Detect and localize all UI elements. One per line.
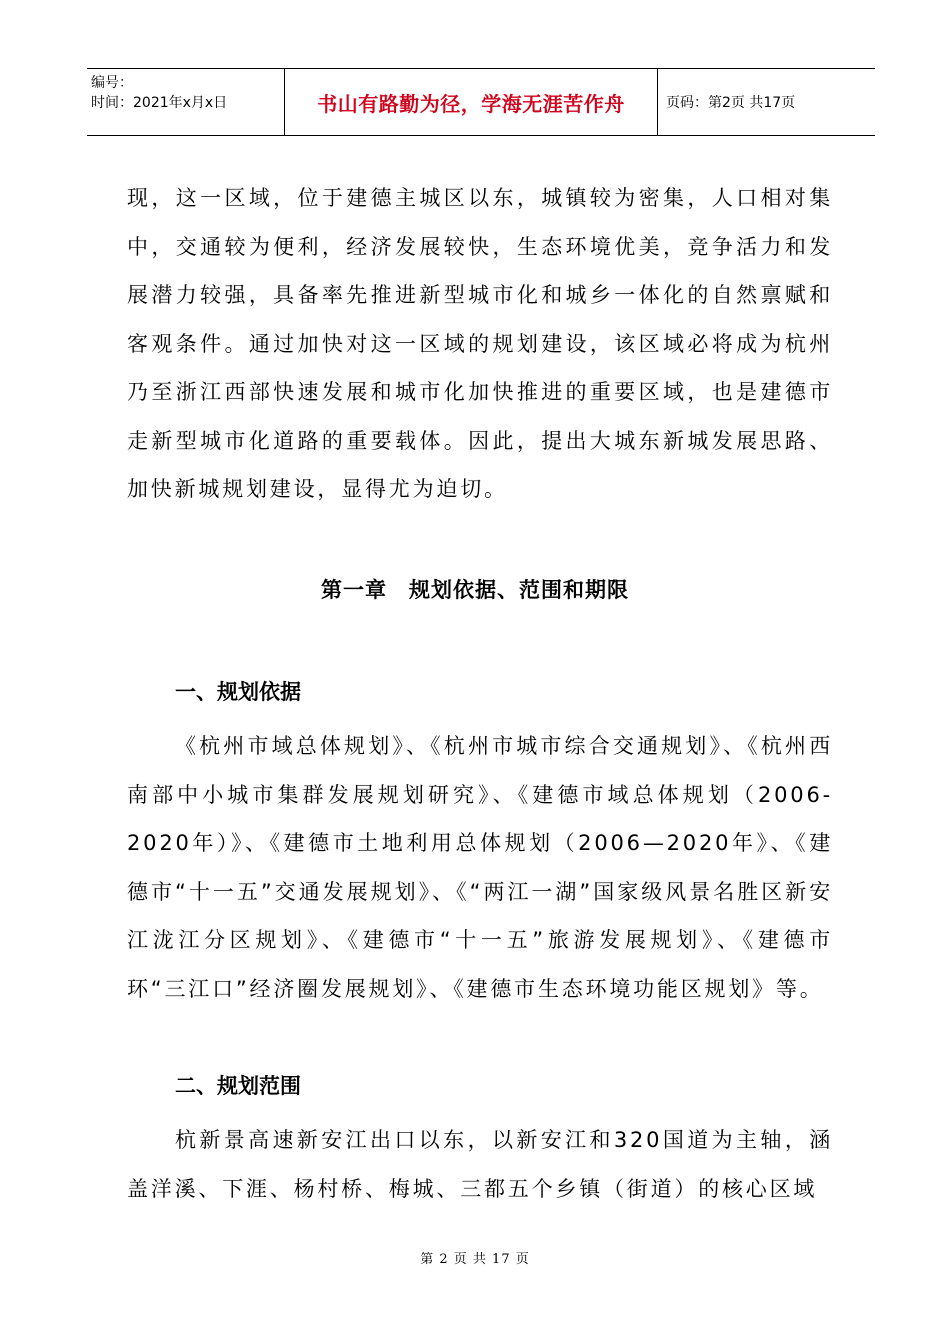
header-page-info: 页码：第2页 共17页 (666, 95, 796, 111)
header-motto-cell (285, 69, 658, 135)
basis-paragraph: 《杭州市域总体规划》、《杭州市城市综合交通规划》、《杭州西南部中小城市集群发展规划研究》、《建德市域总体规划（2006-2020年）》、《建德市土地利用总体规划（2006—2020年》、《建德市“十一五”交通发展规划》、《“两江一湖”国家级风景名胜区新安江泷江分区规划》、《建德市“十一五”旅游发展规划》、《建德市环“三江口”经济圈发展规划》、《建德市生态环境功能区规划》等。 (127, 734, 833, 1001)
page-header (87, 68, 875, 136)
basis-section (127, 722, 833, 1013)
header-page-cell (658, 69, 875, 135)
intro-section (127, 174, 833, 514)
scope-paragraph: 杭新景高速新安江出口以东，以新安江和320国道为主轴，涵盖洋溪、下涯、杨村桥、梅城、三都五个乡镇（街道）的核心区域 (127, 1128, 833, 1201)
page-footer: 第 2 页 共 17 页 (420, 1252, 530, 1267)
chapter-title: 第一章 规划依据、范围和期限 (321, 578, 629, 602)
header-meta-cell (87, 69, 285, 135)
header-motto: 书山有路勤为径，学海无涯苦作舟 (317, 91, 625, 116)
section-heading-basis: 一、规划依据 (175, 680, 301, 704)
document-number-label: 编号： (91, 75, 133, 91)
document-time-label: 时间：2021年x月x日 (91, 95, 228, 111)
scope-section (127, 1116, 833, 1213)
section-heading-scope: 二、规划范围 (175, 1074, 301, 1098)
intro-paragraph: 现，这一区域，位于建德主城区以东，城镇较为密集，人口相对集中，交通较为便利，经济发展较快，生态环境优美，竞争活力和发展潜力较强，具备率先推进新型城市化和城乡一体化的自然禀赋和客观条件。通过加快对这一区域的规划建设，该区域必将成为杭州乃至浙江西部快速发展和城市化加快推进的重要区域，也是建德市走新型城市化道路的重要载体。因此，提出大城东新城发展思路、加快新城规划建设，显得尤为迫切。 (127, 186, 833, 501)
